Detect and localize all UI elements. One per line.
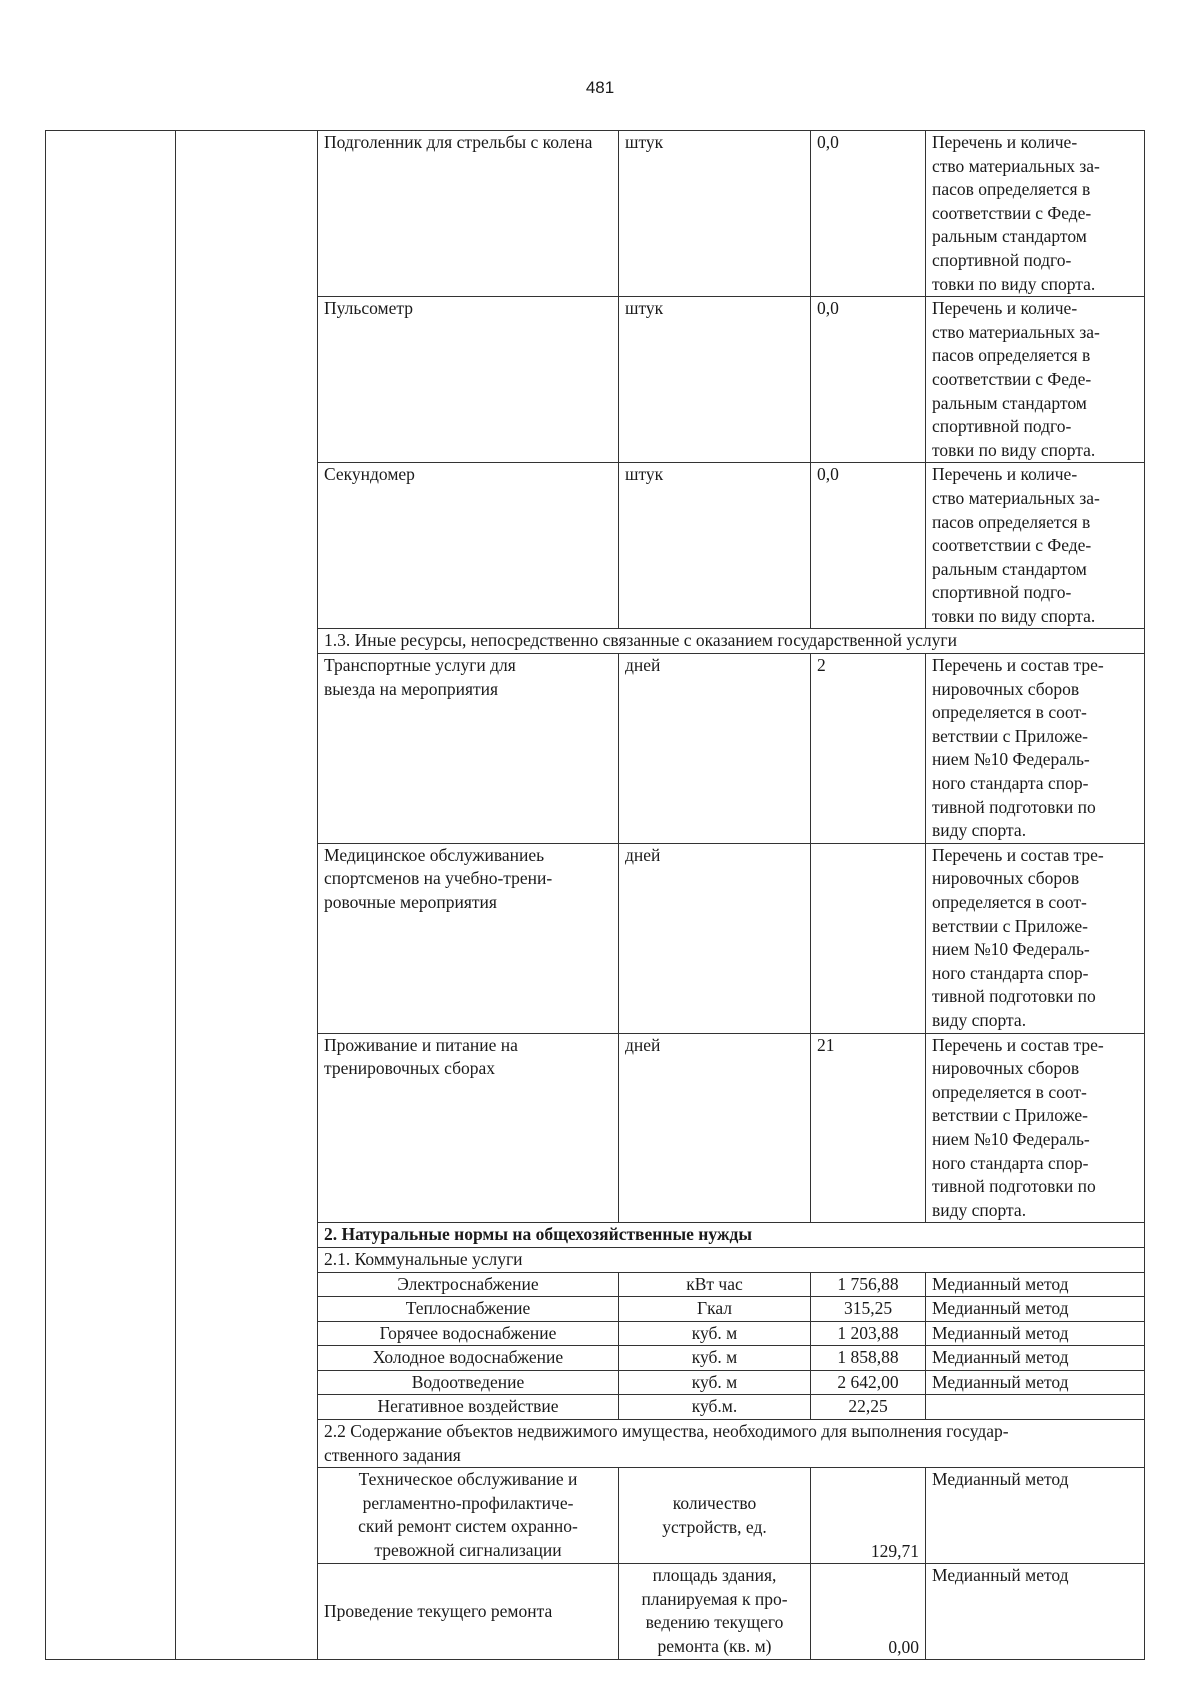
utility-name: Теплоснабжение [318,1297,619,1322]
utility-name: Холодное водоснабжение [318,1346,619,1371]
resource-value: 21 [811,1033,926,1223]
property-name: Проведение текущего ремонта [318,1564,619,1660]
utility-value: 315,25 [811,1297,926,1322]
section-2-1-heading: 2.1. Коммунальные услуги [318,1247,1145,1272]
utility-unit: куб. м [619,1370,811,1395]
resource-name: Пульсометр [318,297,619,463]
property-method: Медианный метод [926,1564,1145,1660]
utility-value: 22,25 [811,1395,926,1420]
utility-unit: куб. м [619,1346,811,1371]
resource-value: 0,0 [811,131,926,297]
property-method: Медианный метод [926,1468,1145,1564]
section-1-3-heading: 1.3. Иные ресурсы, непосредственно связанные с оказанием государственной услуги [318,629,1145,654]
resource-name: Медицинское обслуживаниеь спортсменов на учебно-трени- ровочные мероприятия [318,843,619,1033]
resource-name: Секундомер [318,463,619,629]
property-value: 129,71 [811,1468,926,1564]
resource-note: Перечень и состав тре- нировочных сборов определяется в соот- ветствии с Приложе- нием №10 Федераль- ного стандарта спор- тивной подготовки по виду спорта. [926,654,1145,844]
resource-value: 0,0 [811,463,926,629]
utility-unit: кВт час [619,1272,811,1297]
utility-method [926,1395,1145,1420]
utility-method: Медианный метод [926,1321,1145,1346]
utility-unit: Гкал [619,1297,811,1322]
resource-note: Перечень и количе- ство материальных за- пасов определяется в соответствии с Феде- ральным стандартом спортивной подго- товки по виду спорта. [926,131,1145,297]
resource-value: 2 [811,654,926,844]
norms-table [45,130,1145,1660]
resource-name: Подголенник для стрельбы с колена [318,131,619,297]
resource-unit: штук [619,131,811,297]
blank-column-1 [46,131,176,1660]
resource-unit: дней [619,654,811,844]
property-unit: количество устройств, ед. [619,1468,811,1564]
resource-value: 0,0 [811,297,926,463]
utility-name: Негативное воздействие [318,1395,619,1420]
utility-method: Медианный метод [926,1346,1145,1371]
resource-note: Перечень и количе- ство материальных за- пасов определяется в соответствии с Феде- ральным стандартом спортивной подго- товки по виду спорта. [926,297,1145,463]
resource-unit: штук [619,297,811,463]
section-2-heading: 2. Натуральные нормы на общехозяйственные нужды [318,1223,1145,1248]
utility-name: Электроснабжение [318,1272,619,1297]
blank-column-2 [176,131,318,1660]
resource-note: Перечень и состав тре- нировочных сборов определяется в соот- ветствии с Приложе- нием №10 Федераль- ного стандарта спор- тивной подготовки по виду спорта. [926,843,1145,1033]
utility-method: Медианный метод [926,1370,1145,1395]
page-number: 481 [585,78,615,97]
resource-unit: дней [619,843,811,1033]
section-2-2-heading: 2.2 Содержание объектов недвижимого имущества, необходимого для выполнения государ- ственного задания [318,1420,1145,1468]
resource-name: Транспортные услуги для выезда на мероприятия [318,654,619,844]
utility-method: Медианный метод [926,1297,1145,1322]
table-row [46,131,1145,297]
utility-method: Медианный метод [926,1272,1145,1297]
resource-value [811,843,926,1033]
resource-unit: штук [619,463,811,629]
utility-name: Горячее водоснабжение [318,1321,619,1346]
utility-value: 1 756,88 [811,1272,926,1297]
property-name: Техническое обслуживание и регламентно-профилактиче- ский ремонт систем охранно- тревожной сигнализации [318,1468,619,1564]
utility-value: 2 642,00 [811,1370,926,1395]
resource-note: Перечень и количе- ство материальных за- пасов определяется в соответствии с Феде- ральным стандартом спортивной подго- товки по виду спорта. [926,463,1145,629]
utility-value: 1 203,88 [811,1321,926,1346]
property-unit: площадь здания, планируемая к про- ведению текущего ремонта (кв. м) [619,1564,811,1660]
utility-unit: куб.м. [619,1395,811,1420]
property-value: 0,00 [811,1564,926,1660]
utility-unit: куб. м [619,1321,811,1346]
resource-unit: дней [619,1033,811,1223]
resource-name: Проживание и питание на тренировочных сборах [318,1033,619,1223]
utility-name: Водоотведение [318,1370,619,1395]
resource-note: Перечень и состав тре- нировочных сборов определяется в соот- ветствии с Приложе- нием №10 Федераль- ного стандарта спор- тивной подготовки по виду спорта. [926,1033,1145,1223]
utility-value: 1 858,88 [811,1346,926,1371]
